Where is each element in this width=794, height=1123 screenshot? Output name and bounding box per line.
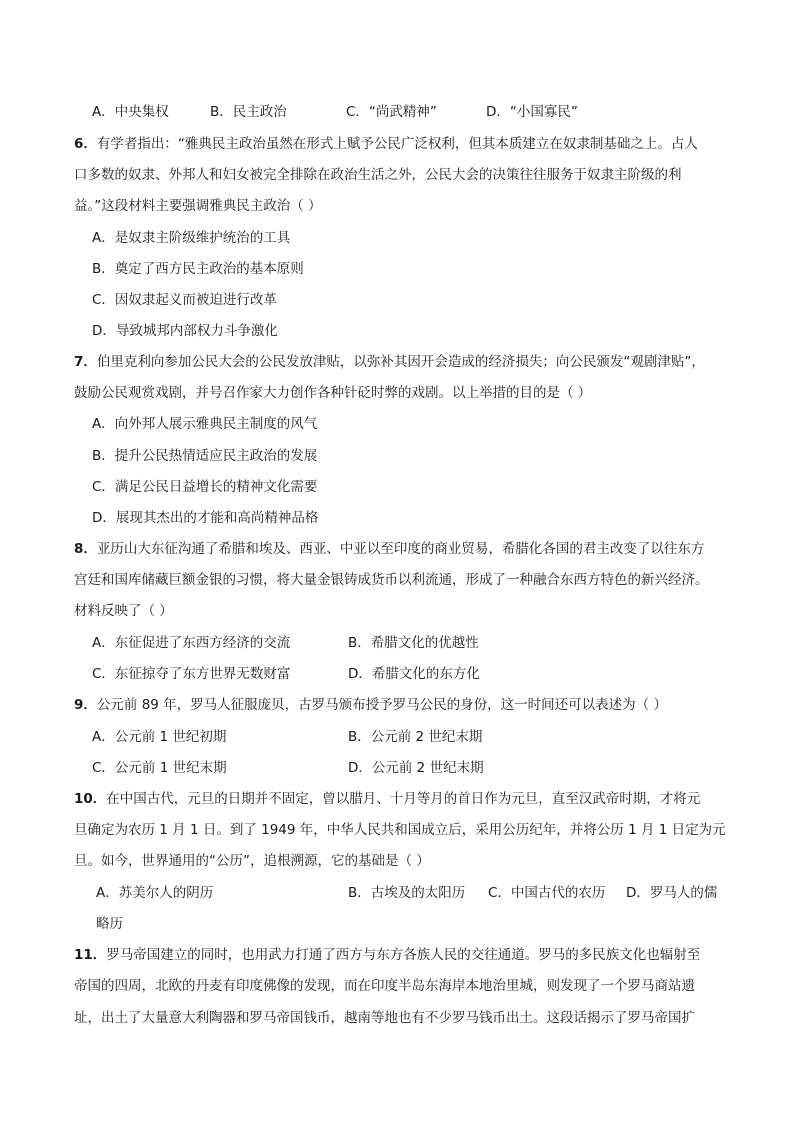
- q6-stem-line-2: 口多数的奴隶、外邦人和妇女被完全排除在政治生活之外，公民大会的决策往往服务于奴隶主阶级的利: [74, 167, 682, 183]
- q10-stem-line-3: 旦。如今，世界通用的“公历”，追根溯源，它的基础是（ ）: [74, 853, 430, 869]
- q5-option-a: A．中央集权: [92, 104, 169, 120]
- q5-option-b: B．民主政治: [210, 104, 287, 120]
- q7-option-a: A．向外邦人展示雅典民主制度的风气: [92, 416, 318, 432]
- q9-stem-line-1: [74, 695, 667, 715]
- q8-option-a: A．东征促进了东西方经济的交流: [92, 635, 291, 651]
- q6-option-a: A．是奴隶主阶级维护统治的工具: [92, 230, 291, 246]
- q6-option-c: C．因奴隶起义而被迫进行改革: [92, 292, 277, 308]
- q11-stem-line-1: [74, 945, 700, 965]
- q7-stem-line-1: [74, 352, 705, 372]
- q10-stem-line-1: [74, 789, 700, 809]
- q9-stem-text-1: 公元前 89 年，罗马人征服庞贝，古罗马颁布授予罗马公民的身份，这一时间还可以表述为（ ）: [96, 697, 667, 713]
- q9-number: 9．: [74, 697, 97, 713]
- q6-stem-text-1: 有学者指出：“雅典民主政治虽然在形式上赋予公民广泛权利，但其本质建立在奴隶制基础之上。占人: [96, 136, 698, 152]
- q5-option-d: D．“小国寡民”: [486, 104, 578, 120]
- q10-option-c: C．中国古代的农历: [488, 885, 606, 901]
- q6-option-d: D．导致城邦内部权力斗争激化: [92, 323, 278, 339]
- q7-number: 7．: [74, 354, 97, 370]
- q5-option-c: C．“尚武精神”: [346, 104, 437, 120]
- q8-stem-line-3: 材料反映了（ ）: [74, 603, 173, 619]
- q10-number: 10．: [74, 791, 107, 807]
- q9-option-d: D．公元前 2 世纪末期: [348, 760, 484, 776]
- q10-stem-line-2: 旦确定为农历 1 月 1 日。到了 1949 年，中华人民共和国成立后，采用公历纪年，并将公历 1 月 1 日定为元: [74, 822, 726, 838]
- q8-stem-line-1: [74, 539, 704, 559]
- q9-option-a: A．公元前 1 世纪初期: [92, 729, 227, 745]
- q8-option-d: D．希腊文化的东方化: [348, 666, 480, 682]
- q8-stem-text-1: 亚历山大东征沟通了希腊和埃及、西亚、中亚以至印度的商业贸易，希腊化各国的君主改变了以往东方: [96, 541, 705, 557]
- q11-stem-line-2: 帝国的四周，北欧的丹麦有印度佛像的发现，而在印度半岛东海岸本地治里城，则发现了一个罗马商站遗: [74, 978, 695, 994]
- q10-option-d: D．罗马人的儒: [626, 885, 718, 901]
- q10-option-a: A．苏美尔人的阴历: [96, 885, 214, 901]
- q10-stem-text-1: 在中国古代，元旦的日期并不固定，曾以腊月、十月等月的首日作为元旦，直至汉武帝时期，才将元: [106, 791, 701, 807]
- q6-stem-line-1: [74, 134, 698, 154]
- q11-number: 11．: [74, 947, 107, 963]
- q6-number: 6．: [74, 136, 97, 152]
- q11-stem-text-1: 罗马帝国建立的同时，也用武力打通了西方与东方各族人民的交往通道。罗马的多民族文化也辐射至: [106, 947, 701, 963]
- q6-option-b: B．奠定了西方民主政治的基本原则: [92, 261, 304, 277]
- q8-stem-line-2: 宫廷和国库储藏巨额金银的习惯，将大量金银铸成货币以利流通，形成了一种融合东西方特色的新兴经济。: [74, 572, 709, 588]
- q9-option-b: B．公元前 2 世纪末期: [348, 729, 483, 745]
- q7-stem-text-1: 伯里克利向参加公民大会的公民发放津贴，以弥补其因开会造成的经济损失；向公民颁发“观剧津贴”，: [96, 354, 705, 370]
- q9-option-c: C．公元前 1 世纪末期: [92, 760, 227, 776]
- q10-option-d-wrap: 略历: [96, 916, 123, 932]
- q11-stem-line-3: 址，出土了大量意大利陶器和罗马帝国钱币，越南等地也有不少罗马钱币出土。这段话揭示了罗马帝国扩: [74, 1010, 695, 1026]
- q7-option-b: B．提升公民热情适应民主政治的发展: [92, 448, 318, 464]
- q7-stem-line-2: 鼓励公民观赏戏剧，并号召作家大力创作各种针砭时弊的戏剧。以上举措的目的是（ ）: [74, 385, 592, 401]
- q7-option-c: C．满足公民日益增长的精神文化需要: [92, 479, 318, 495]
- q10-option-b: B．古埃及的太阳历: [348, 885, 466, 901]
- q6-stem-line-3: 益。”这段材料主要强调雅典民主政治（ ）: [74, 198, 322, 214]
- q8-option-c: C．东征掠夺了东方世界无数财富: [92, 666, 291, 682]
- q7-option-d: D．展现其杰出的才能和高尚精神品格: [92, 510, 319, 526]
- q8-option-b: B．希腊文化的优越性: [348, 635, 479, 651]
- q8-number: 8．: [74, 541, 97, 557]
